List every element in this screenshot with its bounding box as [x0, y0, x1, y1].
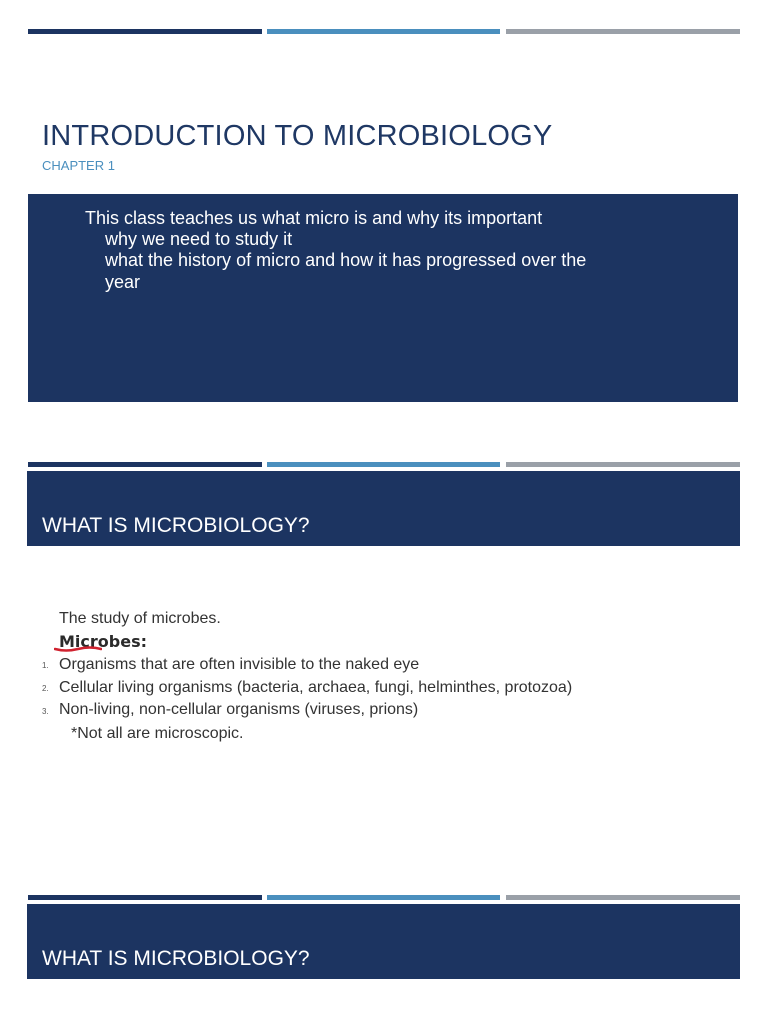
- slide3-heading-band: [27, 904, 740, 979]
- slide-title: INTRODUCTION TO MICROBIOLOGY: [42, 120, 553, 152]
- section-heading: WHAT IS MICROBIOLOGY?: [42, 947, 310, 970]
- slide3-accent-bars: [28, 895, 740, 900]
- list-number-3: 3.: [42, 707, 49, 716]
- list-number-2: 2.: [42, 684, 49, 693]
- intro-line-2: why we need to study it: [105, 229, 293, 249]
- microbes-label: Microbes:: [59, 632, 147, 651]
- intro-line-4: year: [105, 272, 141, 292]
- accent-bar-blue: [267, 462, 500, 467]
- list-item-1: Organisms that are often invisible to the naked eye: [59, 656, 420, 673]
- slide1-accent-bars: [28, 29, 740, 34]
- slide2-heading-band: [27, 471, 740, 546]
- slide-subtitle: CHAPTER 1: [42, 158, 115, 173]
- list-item-2: Cellular living organisms (bacteria, archaea, fungi, helminthes, protozoa): [59, 679, 573, 696]
- accent-bar-gray: [506, 895, 740, 900]
- accent-bar-navy: [28, 895, 262, 900]
- accent-bar-gray: [506, 462, 740, 467]
- section-heading: WHAT IS MICROBIOLOGY?: [42, 514, 310, 537]
- intro-text-box: [28, 194, 738, 402]
- list-item-3: Non-living, non-cellular organisms (viruses, prions): [59, 701, 419, 718]
- note-text: *Not all are microscopic.: [71, 725, 244, 742]
- accent-bar-blue: [267, 29, 500, 34]
- accent-bar-navy: [28, 462, 262, 467]
- definition-text: The study of microbes.: [59, 610, 221, 627]
- list-number-1: 1.: [42, 661, 49, 670]
- intro-line-3: what the history of micro and how it has progressed over the: [105, 250, 587, 270]
- spellcheck-underline: [54, 645, 102, 653]
- slide2-accent-bars: [28, 462, 740, 467]
- accent-bar-blue: [267, 895, 500, 900]
- intro-line-1: This class teaches us what micro is and why its important: [85, 208, 543, 228]
- accent-bar-gray: [506, 29, 740, 34]
- accent-bar-navy: [28, 29, 262, 34]
